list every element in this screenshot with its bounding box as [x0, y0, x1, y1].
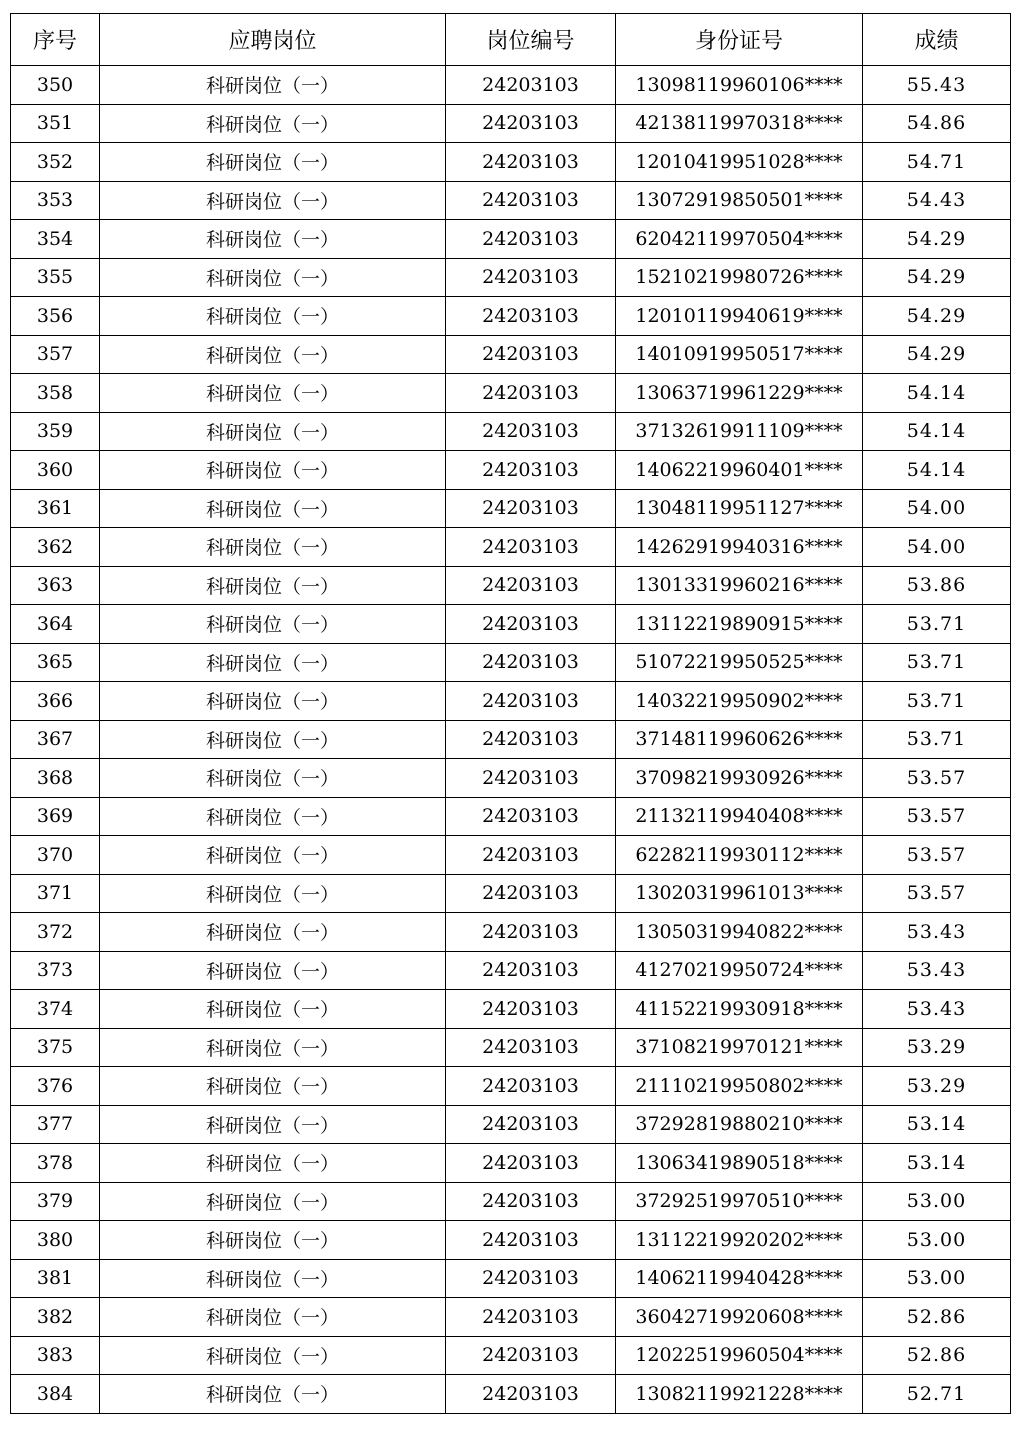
cell-position: 科研岗位（一） — [100, 990, 446, 1029]
cell-score: 54.00 — [863, 489, 1011, 528]
table-row — [11, 566, 1011, 605]
cell-post-code: 24203103 — [446, 605, 616, 644]
cell-id-number: 13082119921228**** — [616, 1375, 863, 1414]
cell-position: 科研岗位（一） — [100, 605, 446, 644]
table-row — [11, 759, 1011, 798]
table-header — [11, 14, 1011, 66]
cell-score: 52.71 — [863, 1375, 1011, 1414]
cell-post-code: 24203103 — [446, 412, 616, 451]
cell-position: 科研岗位（一） — [100, 335, 446, 374]
cell-id-number: 13112219920202**** — [616, 1221, 863, 1260]
cell-post-code: 24203103 — [446, 335, 616, 374]
cell-seq: 364 — [11, 605, 100, 644]
cell-post-code: 24203103 — [446, 643, 616, 682]
table-row — [11, 1067, 1011, 1106]
cell-seq: 368 — [11, 759, 100, 798]
table-row — [11, 605, 1011, 644]
cell-score: 53.71 — [863, 682, 1011, 721]
cell-id-number: 12010419951028**** — [616, 143, 863, 182]
cell-position: 科研岗位（一） — [100, 220, 446, 259]
cell-score: 53.86 — [863, 566, 1011, 605]
cell-score: 54.71 — [863, 143, 1011, 182]
cell-id-number: 41270219950724**** — [616, 951, 863, 990]
cell-post-code: 24203103 — [446, 528, 616, 567]
cell-id-number: 62282119930112**** — [616, 836, 863, 875]
cell-seq: 376 — [11, 1067, 100, 1106]
cell-score: 53.00 — [863, 1259, 1011, 1298]
cell-id-number: 13072919850501**** — [616, 181, 863, 220]
cell-score: 53.00 — [863, 1182, 1011, 1221]
cell-seq: 378 — [11, 1144, 100, 1183]
cell-post-code: 24203103 — [446, 759, 616, 798]
cell-position: 科研岗位（一） — [100, 1336, 446, 1375]
cell-id-number: 37132619911109**** — [616, 412, 863, 451]
cell-post-code: 24203103 — [446, 990, 616, 1029]
cell-id-number: 41152219930918**** — [616, 990, 863, 1029]
cell-post-code: 24203103 — [446, 836, 616, 875]
cell-position: 科研岗位（一） — [100, 1144, 446, 1183]
table-row — [11, 66, 1011, 105]
cell-post-code: 24203103 — [446, 374, 616, 413]
cell-seq: 352 — [11, 143, 100, 182]
cell-position: 科研岗位（一） — [100, 759, 446, 798]
cell-post-code: 24203103 — [446, 797, 616, 836]
table-row — [11, 951, 1011, 990]
cell-id-number: 13063719961229**** — [616, 374, 863, 413]
cell-seq: 354 — [11, 220, 100, 259]
cell-score: 54.14 — [863, 412, 1011, 451]
cell-id-number: 15210219980726**** — [616, 258, 863, 297]
cell-id-number: 37098219930926**** — [616, 759, 863, 798]
cell-seq: 351 — [11, 104, 100, 143]
cell-seq: 375 — [11, 1028, 100, 1067]
cell-score: 53.71 — [863, 643, 1011, 682]
table-row — [11, 489, 1011, 528]
cell-post-code: 24203103 — [446, 1144, 616, 1183]
cell-score: 54.29 — [863, 258, 1011, 297]
cell-score: 54.86 — [863, 104, 1011, 143]
cell-id-number: 37108219970121**** — [616, 1028, 863, 1067]
cell-post-code: 24203103 — [446, 1259, 616, 1298]
cell-score: 53.14 — [863, 1144, 1011, 1183]
cell-score: 54.43 — [863, 181, 1011, 220]
cell-score: 54.29 — [863, 335, 1011, 374]
cell-score: 54.29 — [863, 297, 1011, 336]
cell-score: 53.57 — [863, 836, 1011, 875]
cell-position: 科研岗位（一） — [100, 797, 446, 836]
cell-position: 科研岗位（一） — [100, 913, 446, 952]
table-body — [11, 66, 1011, 1414]
cell-score: 55.43 — [863, 66, 1011, 105]
table-row — [11, 528, 1011, 567]
cell-id-number: 13098119960106**** — [616, 66, 863, 105]
cell-post-code: 24203103 — [446, 1221, 616, 1260]
cell-id-number: 62042119970504**** — [616, 220, 863, 259]
cell-post-code: 24203103 — [446, 1067, 616, 1106]
cell-position: 科研岗位（一） — [100, 566, 446, 605]
table-row — [11, 297, 1011, 336]
cell-score: 54.00 — [863, 528, 1011, 567]
cell-seq: 380 — [11, 1221, 100, 1260]
cell-position: 科研岗位（一） — [100, 451, 446, 490]
cell-post-code: 24203103 — [446, 258, 616, 297]
table-row — [11, 181, 1011, 220]
cell-id-number: 14262919940316**** — [616, 528, 863, 567]
cell-id-number: 14062119940428**** — [616, 1259, 863, 1298]
table-row — [11, 874, 1011, 913]
score-table — [10, 13, 1011, 1414]
table-row — [11, 1182, 1011, 1221]
cell-score: 53.57 — [863, 874, 1011, 913]
table-row — [11, 836, 1011, 875]
cell-seq: 377 — [11, 1105, 100, 1144]
cell-seq: 355 — [11, 258, 100, 297]
cell-position: 科研岗位（一） — [100, 874, 446, 913]
cell-position: 科研岗位（一） — [100, 1259, 446, 1298]
cell-id-number: 13050319940822**** — [616, 913, 863, 952]
table-row — [11, 643, 1011, 682]
table-row — [11, 412, 1011, 451]
cell-position: 科研岗位（一） — [100, 374, 446, 413]
cell-post-code: 24203103 — [446, 181, 616, 220]
cell-score: 53.71 — [863, 720, 1011, 759]
table-row — [11, 1221, 1011, 1260]
cell-position: 科研岗位（一） — [100, 258, 446, 297]
cell-position: 科研岗位（一） — [100, 528, 446, 567]
cell-post-code: 24203103 — [446, 220, 616, 259]
cell-position: 科研岗位（一） — [100, 682, 446, 721]
cell-seq: 366 — [11, 682, 100, 721]
cell-id-number: 37292519970510**** — [616, 1182, 863, 1221]
cell-position: 科研岗位（一） — [100, 1028, 446, 1067]
cell-post-code: 24203103 — [446, 66, 616, 105]
cell-position: 科研岗位（一） — [100, 297, 446, 336]
cell-id-number: 36042719920608**** — [616, 1298, 863, 1337]
cell-post-code: 24203103 — [446, 1182, 616, 1221]
cell-post-code: 24203103 — [446, 1375, 616, 1414]
cell-position: 科研岗位（一） — [100, 143, 446, 182]
cell-position: 科研岗位（一） — [100, 643, 446, 682]
cell-seq: 370 — [11, 836, 100, 875]
cell-post-code: 24203103 — [446, 143, 616, 182]
cell-seq: 369 — [11, 797, 100, 836]
cell-seq: 382 — [11, 1298, 100, 1337]
cell-id-number: 42138119970318**** — [616, 104, 863, 143]
cell-seq: 359 — [11, 412, 100, 451]
table-row — [11, 1028, 1011, 1067]
table-row — [11, 1144, 1011, 1183]
cell-post-code: 24203103 — [446, 566, 616, 605]
cell-score: 53.14 — [863, 1105, 1011, 1144]
table-row — [11, 990, 1011, 1029]
header-score: 成绩 — [863, 14, 1011, 66]
cell-seq: 367 — [11, 720, 100, 759]
cell-score: 53.43 — [863, 990, 1011, 1029]
cell-seq: 383 — [11, 1336, 100, 1375]
cell-id-number: 37148119960626**** — [616, 720, 863, 759]
cell-seq: 381 — [11, 1259, 100, 1298]
cell-id-number: 13020319961013**** — [616, 874, 863, 913]
header-row — [11, 14, 1011, 66]
cell-seq: 353 — [11, 181, 100, 220]
cell-seq: 374 — [11, 990, 100, 1029]
cell-seq: 358 — [11, 374, 100, 413]
cell-id-number: 12022519960504**** — [616, 1336, 863, 1375]
cell-post-code: 24203103 — [446, 874, 616, 913]
cell-seq: 379 — [11, 1182, 100, 1221]
cell-seq: 350 — [11, 66, 100, 105]
table-row — [11, 104, 1011, 143]
cell-score: 52.86 — [863, 1298, 1011, 1337]
header-position: 应聘岗位 — [100, 14, 446, 66]
cell-id-number: 13112219890915**** — [616, 605, 863, 644]
cell-post-code: 24203103 — [446, 720, 616, 759]
cell-id-number: 51072219950525**** — [616, 643, 863, 682]
cell-score: 53.00 — [863, 1221, 1011, 1260]
cell-id-number: 12010119940619**** — [616, 297, 863, 336]
table-row — [11, 335, 1011, 374]
cell-score: 54.29 — [863, 220, 1011, 259]
table-row — [11, 797, 1011, 836]
table-row — [11, 913, 1011, 952]
cell-seq: 373 — [11, 951, 100, 990]
cell-seq: 361 — [11, 489, 100, 528]
cell-position: 科研岗位（一） — [100, 836, 446, 875]
cell-position: 科研岗位（一） — [100, 104, 446, 143]
table-row — [11, 451, 1011, 490]
cell-post-code: 24203103 — [446, 1336, 616, 1375]
header-id-number: 身份证号 — [616, 14, 863, 66]
cell-post-code: 24203103 — [446, 1028, 616, 1067]
cell-id-number: 14010919950517**** — [616, 335, 863, 374]
cell-id-number: 37292819880210**** — [616, 1105, 863, 1144]
cell-position: 科研岗位（一） — [100, 1298, 446, 1337]
cell-post-code: 24203103 — [446, 489, 616, 528]
cell-position: 科研岗位（一） — [100, 1067, 446, 1106]
cell-seq: 362 — [11, 528, 100, 567]
cell-position: 科研岗位（一） — [100, 1182, 446, 1221]
cell-position: 科研岗位（一） — [100, 181, 446, 220]
table-row — [11, 143, 1011, 182]
cell-score: 53.57 — [863, 759, 1011, 798]
header-seq: 序号 — [11, 14, 100, 66]
table-row — [11, 220, 1011, 259]
cell-score: 52.86 — [863, 1336, 1011, 1375]
cell-seq: 365 — [11, 643, 100, 682]
cell-seq: 363 — [11, 566, 100, 605]
table-row — [11, 1375, 1011, 1414]
cell-score: 53.71 — [863, 605, 1011, 644]
cell-position: 科研岗位（一） — [100, 1105, 446, 1144]
cell-seq: 372 — [11, 913, 100, 952]
cell-seq: 356 — [11, 297, 100, 336]
cell-post-code: 24203103 — [446, 451, 616, 490]
cell-seq: 357 — [11, 335, 100, 374]
cell-post-code: 24203103 — [446, 104, 616, 143]
cell-id-number: 13013319960216**** — [616, 566, 863, 605]
cell-seq: 360 — [11, 451, 100, 490]
cell-id-number: 21132119940408**** — [616, 797, 863, 836]
table-row — [11, 1298, 1011, 1337]
cell-score: 54.14 — [863, 374, 1011, 413]
cell-post-code: 24203103 — [446, 682, 616, 721]
table-row — [11, 720, 1011, 759]
cell-seq: 371 — [11, 874, 100, 913]
cell-id-number: 13048119951127**** — [616, 489, 863, 528]
table-row — [11, 374, 1011, 413]
cell-post-code: 24203103 — [446, 1298, 616, 1337]
cell-seq: 384 — [11, 1375, 100, 1414]
cell-id-number: 14062219960401**** — [616, 451, 863, 490]
cell-id-number: 14032219950902**** — [616, 682, 863, 721]
cell-score: 53.43 — [863, 951, 1011, 990]
table-row — [11, 1259, 1011, 1298]
header-post-code: 岗位编号 — [446, 14, 616, 66]
cell-score: 53.43 — [863, 913, 1011, 952]
table-row — [11, 682, 1011, 721]
cell-id-number: 21110219950802**** — [616, 1067, 863, 1106]
cell-post-code: 24203103 — [446, 913, 616, 952]
cell-id-number: 13063419890518**** — [616, 1144, 863, 1183]
cell-post-code: 24203103 — [446, 951, 616, 990]
cell-position: 科研岗位（一） — [100, 951, 446, 990]
cell-score: 54.14 — [863, 451, 1011, 490]
table-row — [11, 1105, 1011, 1144]
cell-score: 53.29 — [863, 1067, 1011, 1106]
cell-position: 科研岗位（一） — [100, 1221, 446, 1260]
cell-position: 科研岗位（一） — [100, 66, 446, 105]
cell-score: 53.29 — [863, 1028, 1011, 1067]
cell-post-code: 24203103 — [446, 297, 616, 336]
table-row — [11, 258, 1011, 297]
table-row — [11, 1336, 1011, 1375]
cell-score: 53.57 — [863, 797, 1011, 836]
cell-position: 科研岗位（一） — [100, 412, 446, 451]
cell-post-code: 24203103 — [446, 1105, 616, 1144]
cell-position: 科研岗位（一） — [100, 1375, 446, 1414]
cell-position: 科研岗位（一） — [100, 489, 446, 528]
cell-position: 科研岗位（一） — [100, 720, 446, 759]
